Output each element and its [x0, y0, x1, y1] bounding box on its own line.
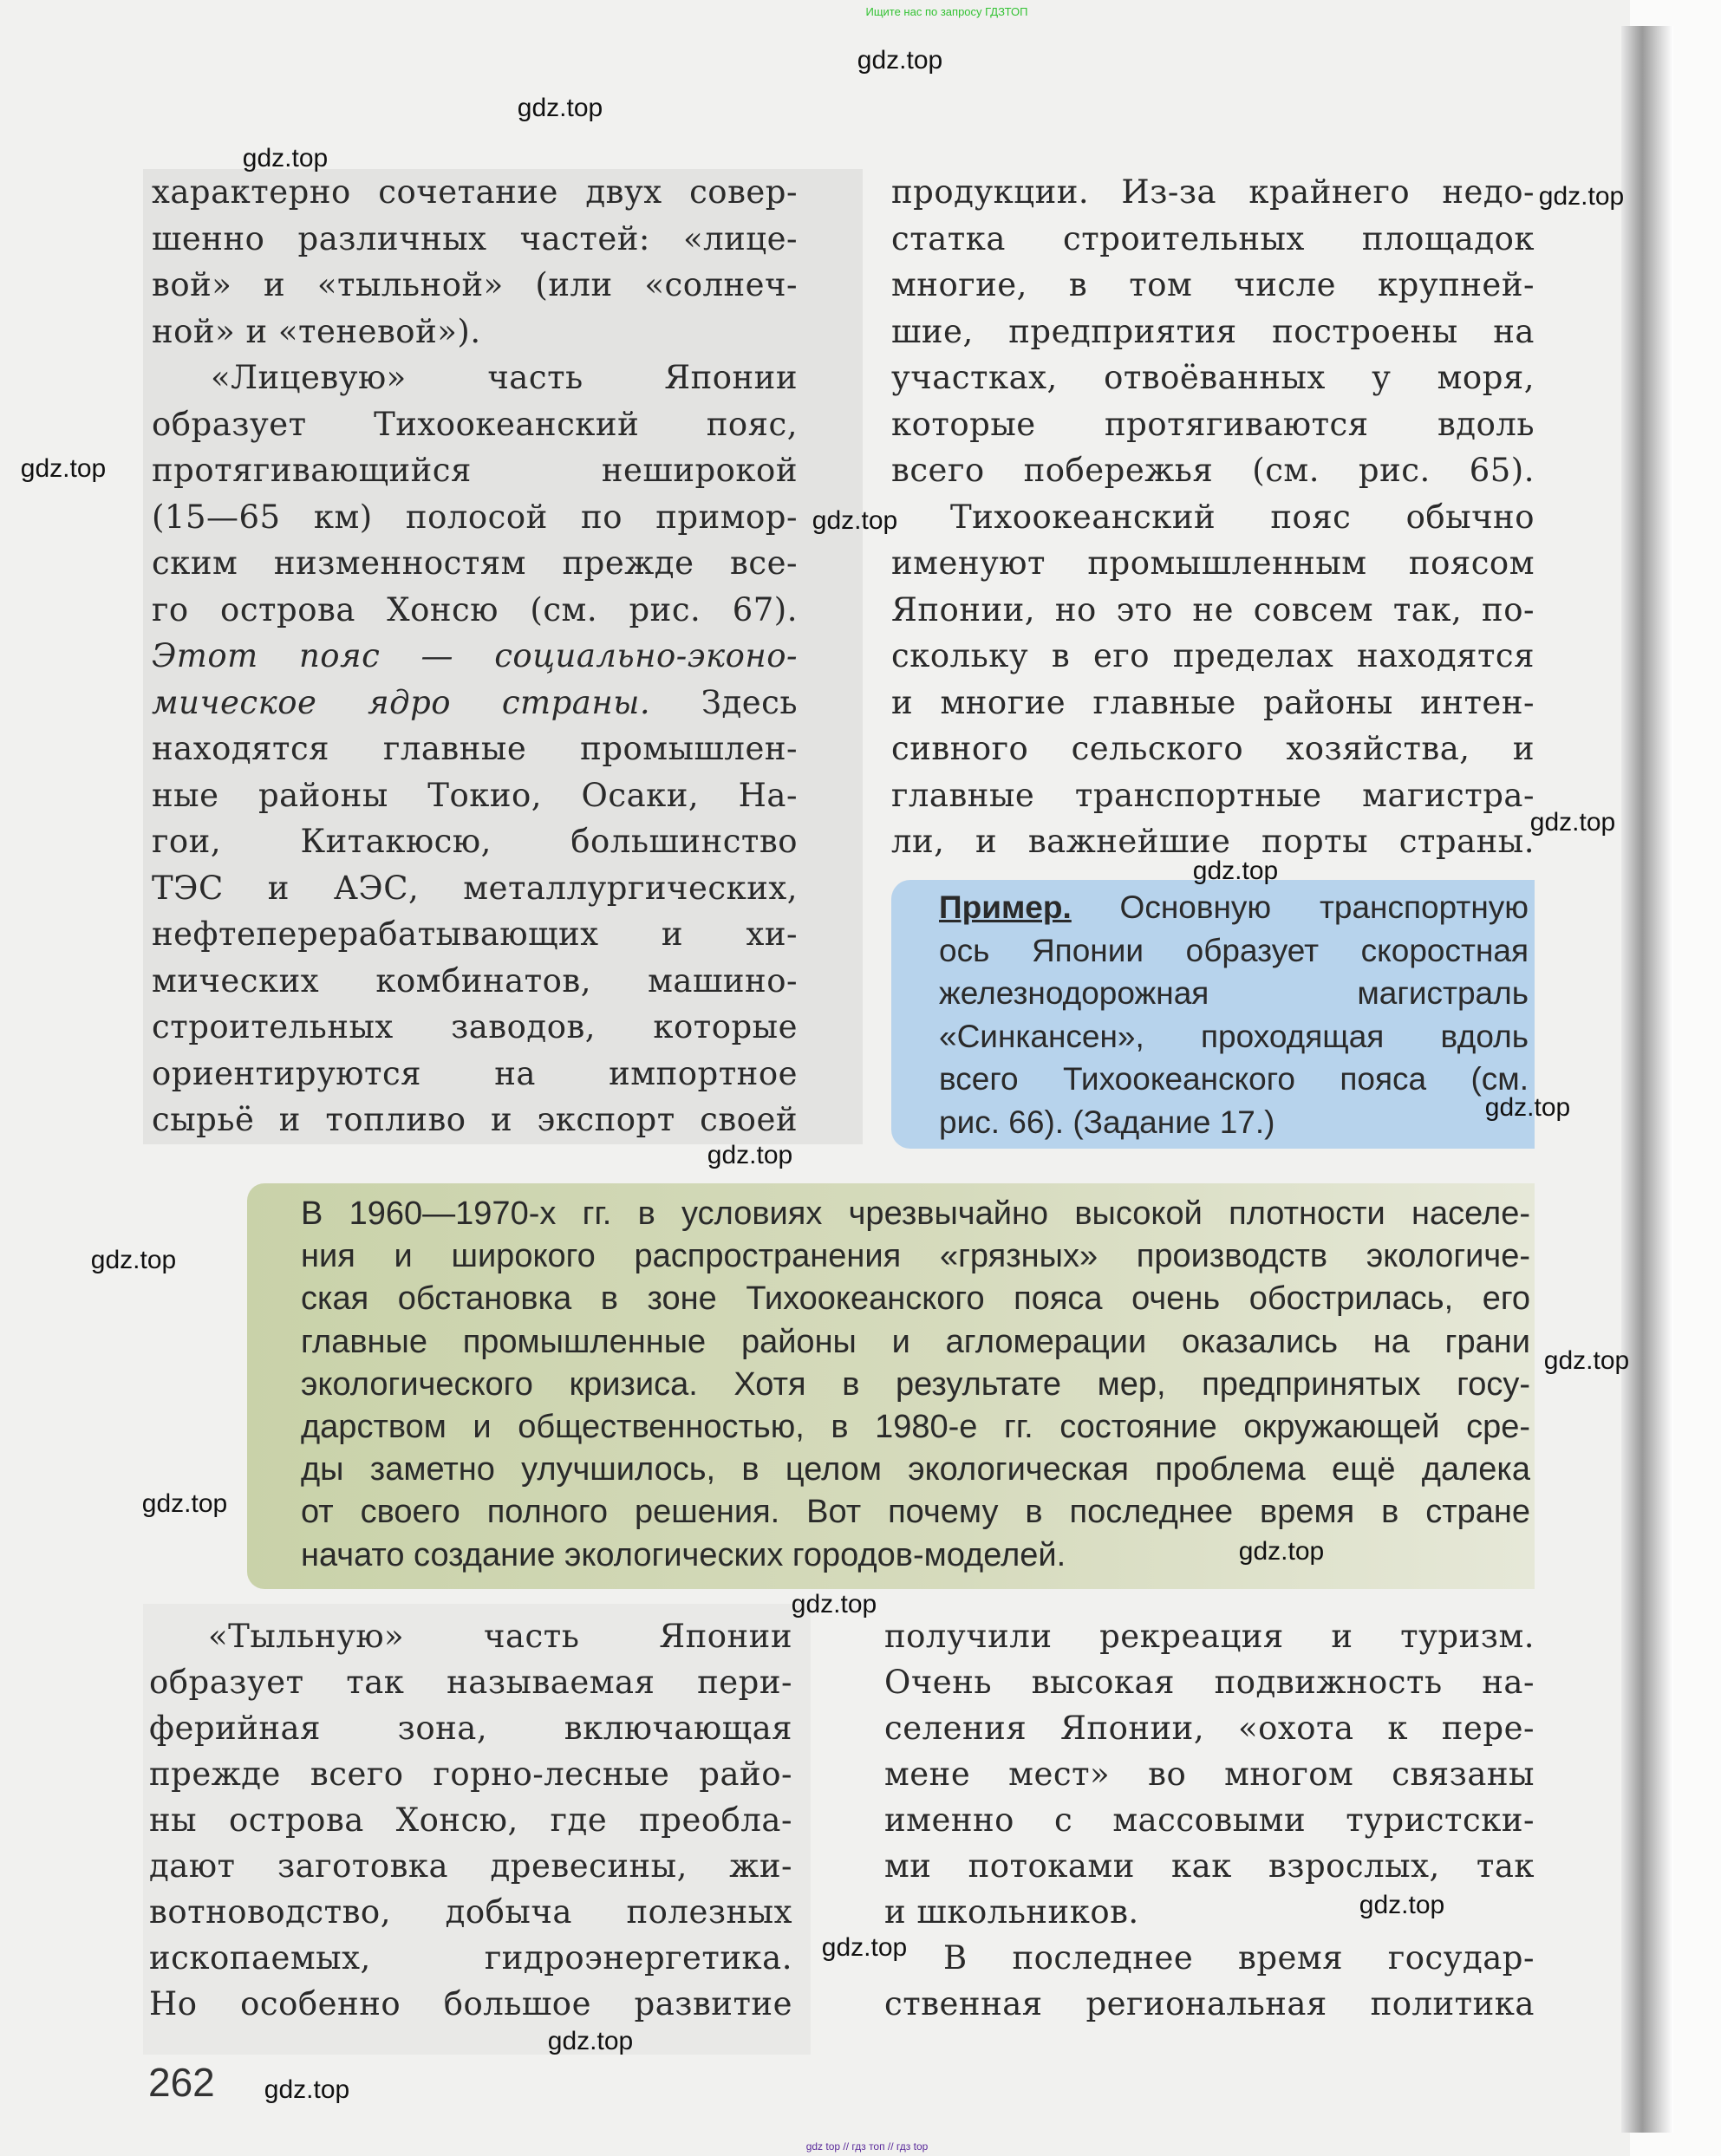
ecology-line: экологического кризиса. Хотя в результате мер, предпринятых госу- [301, 1365, 1530, 1403]
example-text [939, 886, 1529, 1143]
watermark: gdz.top [791, 1590, 877, 1619]
text-segment: ископаемых, гидроэнергетика. [149, 1939, 792, 1977]
ecology-line: начато создание экологических городов-моделей. [301, 1536, 1066, 1573]
watermark: gdz.top [1359, 1891, 1445, 1919]
text-segment: образует Тихоокеанский пояс, [152, 405, 798, 443]
watermark: gdz.top [242, 144, 329, 173]
text-line [884, 1659, 1535, 1705]
text-line [884, 1935, 1535, 1981]
watermark: gdz.top [517, 94, 603, 122]
text-line [884, 1843, 1535, 1889]
text-segment: главные транспортные магистра- [891, 776, 1535, 814]
example-line-text: железнодорожная магистраль [939, 975, 1529, 1011]
right-column-bottom [884, 1613, 1535, 2027]
watermark: gdz.top [90, 1246, 177, 1274]
text-segment: сивного сельского хозяйства, и [891, 730, 1535, 767]
text-line [149, 1843, 792, 1889]
example-box [891, 880, 1535, 1149]
text-segment: «Лицевую» часть Японии [211, 359, 798, 396]
text-line [152, 726, 798, 772]
page-number: 262 [148, 2060, 215, 2105]
example-line-text: «Синкансен», проходящая вдоль [939, 1018, 1529, 1054]
watermark: gdz.top [1484, 1093, 1571, 1122]
text-segment: и школьников. [884, 1893, 1139, 1931]
text-line [891, 216, 1535, 263]
text-segment: «Тыльную» часть Японии [208, 1618, 792, 1655]
text-segment: ны острова Хонсю, где преобла- [149, 1801, 792, 1839]
text-segment: гои, Китакюсю, большинство [152, 823, 798, 860]
text-line [891, 726, 1535, 772]
text-line [149, 1751, 792, 1797]
text-segment: Японии, но это не совсем так, по- [891, 590, 1535, 629]
ecology-line: дарством и общественностью, в 1980-е гг. состояние окружающей сре- [301, 1408, 1530, 1445]
text-segment: В последнее время государ- [943, 1939, 1535, 1977]
text-line [152, 587, 798, 634]
example-line-text: Основную транспортную [1071, 889, 1529, 925]
text-line [152, 633, 798, 680]
text-segment: ми потоками как взрослых, так [884, 1847, 1535, 1885]
text-line [152, 1097, 798, 1143]
example-line-text: ось Японии образует скоростная [939, 932, 1529, 968]
text-line [152, 401, 798, 448]
text-line [152, 680, 798, 726]
text-line [149, 1981, 792, 2027]
text-line [891, 355, 1535, 401]
text-line [884, 1705, 1535, 1751]
text-segment: статка строительных площадок [891, 219, 1535, 257]
text-line [152, 540, 798, 587]
text-segment: ной» и «теневой»). [152, 312, 481, 350]
ecology-text [301, 1193, 1530, 1577]
text-line [152, 309, 798, 355]
text-line [152, 772, 798, 819]
text-segment: ским низменностям прежде все- [152, 544, 798, 582]
text-line [891, 633, 1535, 680]
left-column-bottom [149, 1613, 792, 2027]
text-line [891, 169, 1535, 216]
example-line [939, 1101, 1529, 1144]
text-segment: продукции. Из-за крайнего недо- [891, 173, 1535, 211]
watermark: gdz.top [857, 46, 943, 75]
watermark: gdz.top [1529, 808, 1616, 837]
text-segment: участках, отвоёванных у моря, [891, 359, 1535, 396]
text-line [891, 262, 1535, 309]
text-segment: вой» и «тыльной» (или «солнеч- [152, 266, 798, 303]
text-segment: ориентируются на импортное [152, 1054, 798, 1092]
ecology-line: от своего полного решения. Вот почему в последнее время в стране [301, 1494, 1530, 1531]
example-line [939, 886, 1529, 929]
text-segment: мене мест» во многом связаны [884, 1755, 1535, 1793]
watermark: gdz.top [264, 2075, 350, 2104]
text-segment: скольку в его пределах находятся [891, 637, 1535, 674]
watermark: gdz.top [1192, 857, 1279, 885]
text-segment: всего побережья (см. рис. 65). [891, 452, 1535, 489]
text-line [152, 169, 798, 216]
ecology-line: В 1960—1970-х гг. в условиях чрезвычайно высокой плотности населе- [301, 1195, 1530, 1232]
text-line [149, 1659, 792, 1705]
text-segment: мических комбинатов, машино- [152, 961, 798, 1000]
text-segment: получили рекреация и туризм. [884, 1618, 1535, 1655]
text-segment: ферийная зона, включающая [149, 1710, 792, 1747]
text-line [152, 494, 798, 541]
watermark: gdz.top [1238, 1537, 1325, 1566]
ecology-line: ская обстановка в зоне Тихоокеанского пояса очень обострилась, его [301, 1280, 1530, 1318]
text-line [152, 262, 798, 309]
watermark: gdz.top [812, 506, 898, 535]
example-line [939, 1058, 1529, 1101]
text-line [891, 587, 1535, 634]
text-line [884, 1751, 1535, 1797]
text-line [152, 216, 798, 263]
ecology-box [247, 1183, 1535, 1589]
text-line [152, 818, 798, 865]
example-line [939, 972, 1529, 1015]
text-segment: которые протягиваются вдоль [891, 405, 1535, 443]
watermark: gdz.top [707, 1141, 793, 1169]
watermark: gdz.top [20, 454, 107, 483]
text-segment: строительных заводов, которые [152, 1008, 798, 1045]
text-segment: ственная региональная политика [884, 1985, 1535, 2022]
right-column-top [891, 169, 1535, 865]
text-line [149, 1613, 792, 1659]
text-segment: образует так называемая пери- [149, 1664, 792, 1701]
text-line [152, 958, 798, 1005]
text-segment: многие, в том числе крупней- [891, 266, 1535, 303]
example-line [939, 1015, 1529, 1058]
text-line [884, 1981, 1535, 2027]
text-segment: ные районы Токио, Осаки, На- [152, 776, 798, 814]
header-note: Ищите нас по запросу ГДЗТОП [865, 5, 1028, 18]
watermark: gdz.top [141, 1489, 228, 1518]
text-segment: Здесь [650, 683, 798, 721]
text-line [891, 401, 1535, 448]
text-segment: (15—65 км) полосой по примор- [152, 498, 798, 536]
text-segment: нефтеперерабатывающих и хи- [152, 915, 798, 953]
text-line [149, 1797, 792, 1843]
text-line [891, 309, 1535, 355]
text-line [152, 911, 798, 958]
watermark: gdz.top [1538, 182, 1625, 211]
watermark: gdz.top [547, 2027, 634, 2055]
page-binding-shadow [1621, 26, 1673, 2133]
text-segment: дают заготовка древесины, жи- [149, 1847, 792, 1885]
text-segment: характерно сочетание двух совер- [152, 173, 798, 211]
text-line [891, 772, 1535, 819]
text-segment: Но особенно большое развитие [149, 1985, 792, 2022]
left-column-top [152, 169, 798, 1143]
example-line-text: всего Тихоокеанского пояса (см. [939, 1061, 1529, 1097]
text-segment: ли, и важнейшие порты страны. [891, 823, 1535, 860]
text-segment: Очень высокая подвижность на- [884, 1664, 1535, 1701]
text-segment: Тихоокеанский пояс обычно [950, 498, 1535, 536]
text-segment: именуют промышленным поясом [891, 544, 1535, 582]
text-line [149, 1705, 792, 1751]
text-line [891, 680, 1535, 726]
example-label: Пример. [939, 889, 1072, 925]
text-segment: сырьё и топливо и экспорт своей [152, 1101, 798, 1138]
text-line [891, 447, 1535, 494]
text-segment: го острова Хонсю (см. рис. 67). [152, 590, 798, 629]
text-line [891, 494, 1535, 541]
example-line [939, 929, 1529, 973]
text-line [884, 1797, 1535, 1843]
watermark: gdz.top [1543, 1346, 1630, 1375]
text-segment: шенно различных частей: «лице- [152, 219, 798, 257]
ecology-line: главные промышленные районы и агломерации оказались на грани [301, 1323, 1530, 1360]
ecology-line: ды заметно улучшилось, в целом экологическая проблема ещё далека [301, 1451, 1530, 1488]
text-segment: именно с массовыми туристски- [884, 1801, 1535, 1839]
italic-text: Этот пояс — социально-эконо- [152, 637, 798, 674]
text-segment: находятся главные промышлен- [152, 730, 798, 767]
ecology-line: ния и широкого распространения «грязных» производств экологиче- [301, 1238, 1530, 1275]
example-line-text: рис. 66). (Задание 17.) [939, 1104, 1275, 1140]
text-line [149, 1935, 792, 1981]
text-line [152, 355, 798, 401]
text-segment: прежде всего горно-лесные райо- [149, 1755, 792, 1793]
text-line [152, 1004, 798, 1051]
text-line [152, 1051, 798, 1098]
text-segment: и многие главные районы интен- [891, 683, 1535, 721]
text-line [152, 865, 798, 912]
text-segment: селения Японии, «охота к пере- [884, 1710, 1535, 1747]
text-line [884, 1613, 1535, 1659]
watermark: gdz.top [821, 1933, 908, 1962]
footer-note: gdz top // гдз топ // гдз top [805, 2140, 929, 2153]
text-segment: ТЭС и АЭС, металлургических, [152, 869, 798, 907]
text-line [149, 1889, 792, 1935]
text-segment: вотноводство, добыча полезных [149, 1893, 792, 1931]
text-segment: протягивающийся неширокой [152, 452, 798, 489]
text-line [152, 447, 798, 494]
text-line [891, 540, 1535, 587]
italic-text: мическое ядро страны. [152, 683, 651, 721]
text-segment: шие, предприятия построены на [891, 312, 1535, 350]
